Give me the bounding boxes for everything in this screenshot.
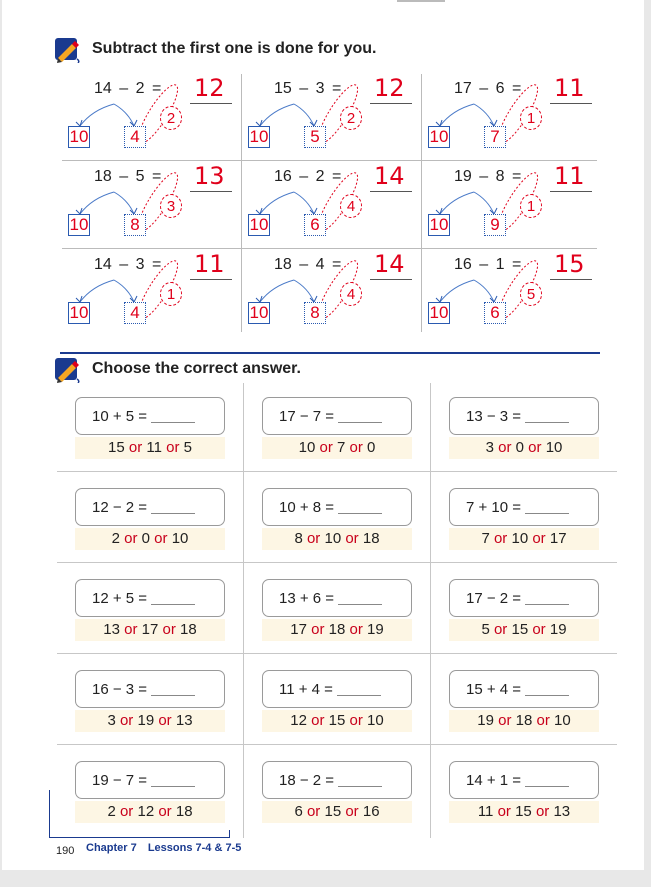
question-box: [262, 670, 412, 708]
or-word: or: [345, 530, 359, 547]
option[interactable]: 18: [328, 621, 346, 638]
remainder-box: 4: [124, 126, 146, 148]
handwritten-answer: 13: [194, 162, 225, 190]
option[interactable]: 5: [481, 621, 490, 638]
subtrahend: 6: [495, 80, 505, 97]
answer-blank[interactable]: [338, 774, 382, 787]
answer-line: [370, 191, 412, 192]
answer-blank[interactable]: [525, 683, 569, 696]
choice-question: [57, 747, 244, 837]
split-circle: 1: [520, 194, 542, 218]
or-word: or: [535, 803, 550, 820]
option[interactable]: 18: [180, 621, 197, 638]
option[interactable]: 3: [485, 439, 494, 456]
question-box: [449, 488, 599, 526]
equals-sign: =: [511, 80, 522, 97]
handwritten-answer: 14: [374, 162, 405, 190]
answer-options: [75, 710, 225, 732]
grid-divider: [62, 248, 597, 249]
question-box: [262, 397, 412, 435]
choice-question: [431, 474, 618, 564]
answer-line: [190, 191, 232, 192]
equals-sign: =: [511, 168, 522, 185]
question-expression: 13 + 6 =: [279, 589, 335, 607]
problem-equation: [94, 168, 164, 186]
option[interactable]: 19: [367, 621, 384, 638]
minuend: 14: [94, 256, 112, 273]
choice-question: [244, 565, 431, 655]
answer-blank[interactable]: [151, 501, 195, 514]
handwritten-answer: 11: [194, 250, 225, 278]
answer-options: [75, 528, 225, 550]
answer-options: [75, 801, 225, 823]
question-box: [449, 397, 599, 435]
subtrahend: 1: [495, 256, 505, 273]
option[interactable]: 10: [171, 530, 189, 547]
option[interactable]: 13: [103, 621, 120, 638]
answer-blank[interactable]: [338, 501, 382, 514]
equals-sign: =: [331, 168, 342, 185]
answer-options: [262, 619, 412, 641]
section1-heading: [54, 34, 376, 64]
question-expression: 10 + 8 =: [279, 498, 335, 516]
answer-blank[interactable]: [151, 592, 195, 605]
problem-equation: [94, 80, 164, 98]
question-expression: 15 + 4 =: [466, 680, 522, 698]
question-box: [75, 488, 225, 526]
answer-options: [262, 437, 412, 459]
answer-blank[interactable]: [338, 410, 382, 423]
choice-question: [244, 747, 431, 837]
handwritten-answer: 15: [554, 250, 585, 278]
or-word: or: [345, 803, 359, 820]
or-word: or: [166, 439, 180, 456]
question-expression: 18 − 2 =: [279, 771, 335, 789]
or-word: or: [154, 530, 168, 547]
option[interactable]: 0: [515, 439, 524, 456]
or-word: or: [306, 530, 321, 547]
answer-blank[interactable]: [338, 592, 382, 605]
minus-sign: –: [299, 80, 309, 97]
option[interactable]: 18: [175, 803, 193, 820]
problem-equation: [454, 168, 524, 186]
tens-box: 10: [69, 303, 89, 322]
minus-sign: –: [479, 256, 489, 273]
remainder-box: 8: [304, 302, 326, 324]
choice-question: [244, 474, 431, 564]
subtrahend: 3: [135, 256, 145, 273]
option[interactable]: 16: [362, 803, 380, 820]
pencil-book-icon: [54, 355, 82, 383]
option[interactable]: 10: [367, 712, 384, 729]
answer-blank[interactable]: [525, 774, 569, 787]
or-word: or: [349, 439, 363, 456]
equals-sign: =: [331, 256, 342, 273]
split-circle: 3: [160, 194, 182, 218]
answer-blank[interactable]: [151, 410, 195, 423]
answer-blank[interactable]: [525, 592, 569, 605]
minus-sign: –: [479, 80, 489, 97]
subtraction-problem: [242, 250, 420, 336]
option[interactable]: 10: [554, 712, 571, 729]
equals-sign: =: [511, 256, 522, 273]
remainder-box: 5: [304, 126, 326, 148]
handwritten-answer: 12: [194, 74, 225, 102]
split-circle: 1: [160, 282, 182, 306]
minus-sign: –: [299, 256, 309, 273]
minus-sign: –: [479, 168, 489, 185]
question-box: [75, 579, 225, 617]
or-word: or: [349, 621, 363, 638]
minuend: 18: [274, 256, 292, 273]
worksheet-page: [2, 0, 644, 870]
or-word: or: [158, 803, 172, 820]
choice-question: [57, 656, 244, 746]
or-word: or: [158, 712, 172, 729]
option[interactable]: 2: [107, 803, 116, 820]
option[interactable]: 8: [294, 530, 303, 547]
question-expression: 7 + 10 =: [466, 498, 522, 516]
question-expression: 11 + 4 =: [279, 680, 333, 698]
answer-blank[interactable]: [525, 410, 569, 423]
choose-answer-grid: [57, 383, 617, 853]
minuend: 14: [94, 80, 112, 97]
choice-question: [431, 747, 618, 837]
question-box: [75, 670, 225, 708]
or-word: or: [498, 712, 512, 729]
problem-equation: [274, 168, 344, 186]
option[interactable]: 10: [324, 530, 342, 547]
answer-options: [75, 437, 225, 459]
section1-instruction: Subtract the first one is done for you.: [92, 40, 377, 57]
subtrahend: 2: [135, 80, 145, 97]
minuend: 16: [274, 168, 292, 185]
footer-rule: [229, 830, 230, 838]
option[interactable]: 12: [290, 712, 307, 729]
answer-options: [449, 710, 599, 732]
tens-box: 10: [429, 303, 449, 322]
subtrahend: 2: [315, 168, 325, 185]
remainder-box: 6: [484, 302, 506, 324]
subtraction-problem: [422, 250, 600, 336]
answer-options: [449, 437, 599, 459]
option[interactable]: 15: [515, 803, 532, 820]
or-word: or: [162, 621, 176, 638]
answer-options: [262, 710, 412, 732]
handwritten-answer: 14: [374, 250, 405, 278]
split-circle: 4: [340, 194, 362, 218]
problem-equation: [454, 80, 524, 98]
equals-sign: =: [331, 80, 342, 97]
tens-box: 10: [429, 215, 449, 234]
remainder-box: 4: [124, 302, 146, 324]
answer-blank[interactable]: [151, 774, 195, 787]
tens-box: 10: [249, 215, 269, 234]
option[interactable]: 12: [137, 803, 155, 820]
question-expression: 17 − 2 =: [466, 589, 522, 607]
choice-question: [57, 565, 244, 655]
answer-blank[interactable]: [151, 683, 195, 696]
option[interactable]: 19: [549, 621, 567, 638]
option[interactable]: 18: [362, 530, 380, 547]
or-word: or: [319, 439, 333, 456]
option[interactable]: 17: [141, 621, 159, 638]
answer-line: [370, 103, 412, 104]
choice-question: [244, 383, 431, 473]
pencil-book-icon: [54, 35, 82, 63]
answer-options: [262, 801, 412, 823]
or-word: or: [536, 712, 550, 729]
minuend: 17: [454, 80, 472, 97]
option[interactable]: 15: [511, 621, 529, 638]
split-circle: 2: [160, 106, 182, 130]
option[interactable]: 19: [477, 712, 494, 729]
question-box: [262, 488, 412, 526]
subtrahend: 4: [315, 256, 325, 273]
question-expression: 12 + 5 =: [92, 589, 148, 607]
answer-options: [262, 528, 412, 550]
subtrahend: 8: [495, 168, 505, 185]
question-expression: 16 − 3 =: [92, 680, 148, 698]
option[interactable]: 13: [553, 803, 571, 820]
option[interactable]: 15: [324, 803, 342, 820]
question-box: [449, 670, 599, 708]
option[interactable]: 10: [545, 439, 563, 456]
tens-box: 10: [249, 127, 269, 146]
or-word: or: [124, 621, 138, 638]
or-word: or: [124, 530, 138, 547]
answer-options: [449, 528, 599, 550]
minus-sign: –: [119, 80, 129, 97]
answer-line: [370, 279, 412, 280]
or-word: or: [119, 803, 134, 820]
answer-blank[interactable]: [337, 683, 381, 696]
or-word: or: [493, 621, 508, 638]
choice-question: [57, 474, 244, 564]
option[interactable]: 3: [107, 712, 116, 729]
minus-sign: –: [119, 256, 129, 273]
or-word: or: [532, 621, 546, 638]
answer-line: [550, 279, 592, 280]
grid-divider: [62, 160, 597, 161]
answer-blank[interactable]: [525, 501, 569, 514]
page-number: 190: [56, 845, 75, 857]
section2-instruction: Choose the correct answer.: [92, 360, 301, 377]
handwritten-answer: 12: [374, 74, 405, 102]
option[interactable]: 17: [549, 530, 567, 547]
or-word: or: [528, 439, 542, 456]
choice-question: [431, 656, 618, 746]
answer-options: [449, 801, 599, 823]
subtraction-problem: [422, 162, 600, 248]
choice-question: [431, 383, 618, 473]
tens-box: 10: [69, 215, 89, 234]
option[interactable]: 7: [337, 439, 346, 456]
or-word: or: [128, 439, 143, 456]
option[interactable]: 7: [481, 530, 490, 547]
question-expression: 14 + 1 =: [466, 771, 522, 789]
option[interactable]: 0: [367, 439, 376, 456]
question-expression: 13 − 3 =: [466, 407, 522, 425]
option[interactable]: 6: [294, 803, 303, 820]
option[interactable]: 10: [511, 530, 529, 547]
answer-options: [449, 619, 599, 641]
or-word: or: [493, 530, 508, 547]
option[interactable]: 11: [477, 803, 494, 820]
minuend: 18: [94, 168, 112, 185]
question-expression: 12 − 2 =: [92, 498, 148, 516]
chapter-label: Chapter 7: [86, 842, 137, 854]
top-edge-mark: [397, 0, 445, 2]
question-box: [449, 579, 599, 617]
split-circle: 1: [520, 106, 542, 130]
split-circle: 4: [340, 282, 362, 306]
remainder-box: 9: [484, 214, 506, 236]
option[interactable]: 15: [108, 439, 125, 456]
or-word: or: [311, 712, 325, 729]
tens-box: 10: [69, 127, 89, 146]
remainder-box: 6: [304, 214, 326, 236]
subtraction-problem: [242, 162, 420, 248]
subtrahend: 3: [315, 80, 325, 97]
or-word: or: [497, 803, 511, 820]
minuend: 15: [274, 80, 292, 97]
subtraction-problem: [62, 74, 240, 160]
or-word: or: [306, 803, 321, 820]
option[interactable]: 2: [111, 530, 120, 547]
question-expression: 19 − 7 =: [92, 771, 148, 789]
tens-box: 10: [429, 127, 449, 146]
question-expression: 10 + 5 =: [92, 407, 148, 425]
subtraction-problem: [62, 162, 240, 248]
question-box: [75, 397, 225, 435]
choice-question: [244, 656, 431, 746]
option[interactable]: 5: [183, 439, 192, 456]
question-box: [262, 579, 412, 617]
minuend: 19: [454, 168, 472, 185]
subtraction-grid: [62, 74, 597, 332]
option[interactable]: 0: [141, 530, 150, 547]
answer-line: [550, 103, 592, 104]
split-circle: 2: [340, 106, 362, 130]
footer-chapter: [86, 842, 241, 854]
equals-sign: =: [151, 80, 162, 97]
subtraction-problem: [62, 250, 240, 336]
choice-question: [57, 383, 244, 473]
minus-sign: –: [299, 168, 309, 185]
remainder-box: 8: [124, 214, 146, 236]
section2-heading: [54, 354, 301, 384]
footer-rule: [49, 790, 50, 838]
option[interactable]: 19: [137, 712, 155, 729]
option[interactable]: 11: [146, 439, 162, 456]
or-word: or: [532, 530, 546, 547]
option[interactable]: 10: [298, 439, 316, 456]
problem-equation: [274, 256, 344, 274]
answer-line: [190, 279, 232, 280]
answer-options: [75, 619, 225, 641]
question-box: [449, 761, 599, 799]
or-word: or: [349, 712, 363, 729]
problem-equation: [94, 256, 164, 274]
option[interactable]: 17: [290, 621, 307, 638]
equals-sign: =: [151, 256, 162, 273]
tens-box: 10: [249, 303, 269, 322]
minuend: 16: [454, 256, 472, 273]
subtraction-problem: [242, 74, 420, 160]
lessons-label: Lessons 7-4 & 7-5: [147, 842, 242, 854]
handwritten-answer: 11: [554, 74, 585, 102]
answer-line: [550, 191, 592, 192]
equals-sign: =: [151, 168, 162, 185]
option[interactable]: 15: [328, 712, 346, 729]
problem-equation: [274, 80, 344, 98]
option[interactable]: 13: [175, 712, 193, 729]
or-word: or: [498, 439, 512, 456]
or-word: or: [119, 712, 134, 729]
option[interactable]: 18: [515, 712, 533, 729]
problem-equation: [454, 256, 524, 274]
question-expression: 17 − 7 =: [279, 407, 335, 425]
or-word: or: [311, 621, 325, 638]
subtraction-problem: [422, 74, 600, 160]
subtrahend: 5: [135, 168, 145, 185]
footer-rule: [49, 837, 229, 838]
answer-line: [190, 103, 232, 104]
question-box: [75, 761, 225, 799]
remainder-box: 7: [484, 126, 506, 148]
question-box: [262, 761, 412, 799]
minus-sign: –: [119, 168, 129, 185]
split-circle: 5: [520, 282, 542, 306]
choice-question: [431, 565, 618, 655]
handwritten-answer: 11: [554, 162, 585, 190]
